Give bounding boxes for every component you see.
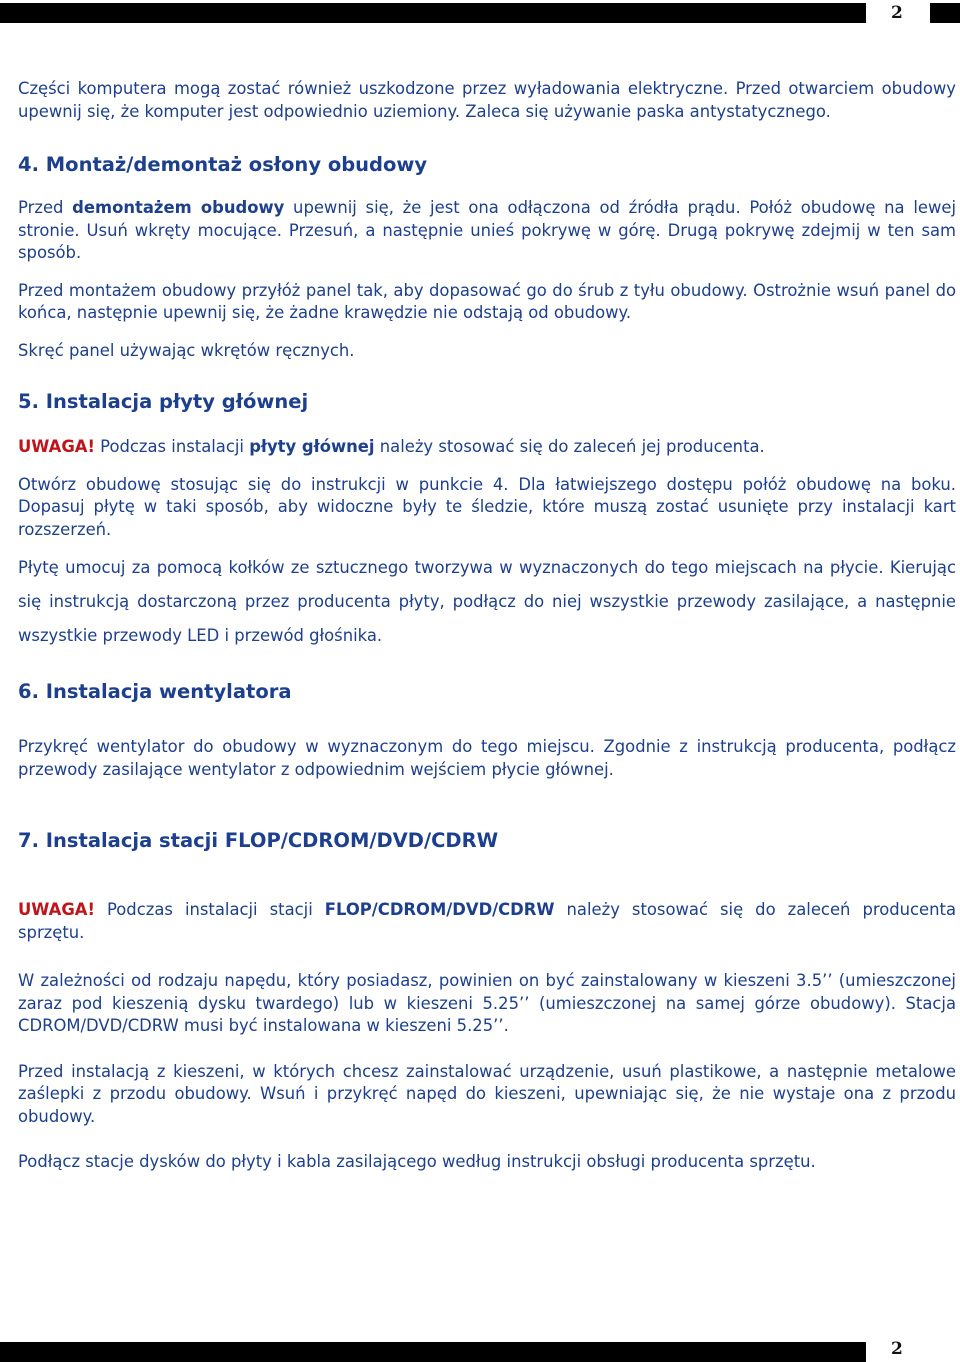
section-4-paragraph-1: Przed demontażem obudowy upewnij się, że jest ona odłączona od źródła prądu. Połóż obudowę na lewej stronie. Usuń wkręty mocujące. Przesuń, a następnie unieś pokrywę w górę. Drugą pokrywę zdejmij w ten sam sposób. <box>18 198 956 262</box>
warning-label: UWAGA! <box>18 437 95 456</box>
section-7-warning: UWAGA! Podczas instalacji stacji FLOP/CDROM/DVD/CDRW należy stosować się do zaleceń producenta sprzętu. <box>18 900 956 942</box>
header-bar-left <box>0 3 866 23</box>
bold-demontaz: demontażem obudowy <box>72 198 285 217</box>
section-7-paragraph-1: W zależności od rodzaju napędu, który posiadasz, powinien on być zainstalowany w kieszeni 3.5’’ (umieszczonej zaraz pod kieszenią dysku twardego) lub w kieszeni 5.25’’ (umieszczonej na samej górze obudowy). Stacja CDROM/DVD/CDRW musi być instalowana w kieszeni 5.25’’. <box>18 971 956 1035</box>
intro-paragraph: Części komputera mogą zostać również uszkodzone przez wyładowania elektryczne. Przed otwarciem obudowy upewnij się, że komputer jest odpowiednio uziemiony. Zaleca się używanie paska antystatycznego. <box>18 79 956 121</box>
section-6-heading: 6. Instalacja wentylatora <box>18 680 292 703</box>
footer-page-number: 2 <box>891 1339 903 1359</box>
warning-label: UWAGA! <box>18 900 95 919</box>
section-5-warning: UWAGA! Podczas instalacji płyty głównej należy stosować się do zaleceń jej producenta. <box>18 437 765 456</box>
footer-bar <box>0 1342 866 1362</box>
section-4-heading: 4. Montaż/demontaż osłony obudowy <box>18 153 428 176</box>
header-bar-right <box>930 3 960 23</box>
section-7-paragraph-2: Przed instalacją z kieszeni, w których chcesz zainstalować urządzenie, usuń plastikowe, a następnie metalowe zaślepki z przodu obudowy. Wsuń i przykręć napęd do kieszeni, upewniając się, że nie wystaje ona z przodu obudowy. <box>18 1061 956 1126</box>
document-body <box>18 78 956 1174</box>
section-7-paragraph-3: Podłącz stacje dysków do płyty i kabla zasilającego według instrukcji obsługi producenta sprzętu. <box>18 1152 816 1171</box>
section-5-paragraph-2: Płytę umocuj za pomocą kołków ze sztucznego tworzywa w wyznaczonych do tego miejscach na płycie. Kierując się instrukcją dostarczoną przez producenta płyty, podłącz do niej wszystkie przewody zasilające, a następnie wszystkie przewody LED i przewód głośnika. <box>18 558 956 645</box>
section-5-paragraph-1: Otwórz obudowę stosując się do instrukcji w punkcie 4. Dla łatwiejszego dostępu połóż obudowę na boku. Dopasuj płytę w taki sposób, aby widoczne były te śledzie, które muszą zostać usunięte przy instalacji kart rozszerzeń. <box>18 474 956 539</box>
section-6-paragraph-1: Przykręć wentylator do obudowy w wyznaczonym do tego miejscu. Zgodnie z instrukcją producenta, podłącz przewody zasilające wentylator z odpowiednim wejściem płycie głównej. <box>18 737 956 779</box>
header-page-number: 2 <box>891 3 903 23</box>
section-4-paragraph-2: Przed montażem obudowy przyłóż panel tak, aby dopasować go do śrub z tyłu obudowy. Ostrożnie wsuń panel do końca, następnie upewnij się, że żadne krawędzie nie odstają od obudowy. <box>18 280 956 322</box>
section-7-heading: 7. Instalacja stacji FLOP/CDROM/DVD/CDRW <box>18 829 499 852</box>
section-4-paragraph-3: Skręć panel używając wkrętów ręcznych. <box>18 340 355 360</box>
section-5-heading: 5. Instalacja płyty głównej <box>18 390 309 413</box>
